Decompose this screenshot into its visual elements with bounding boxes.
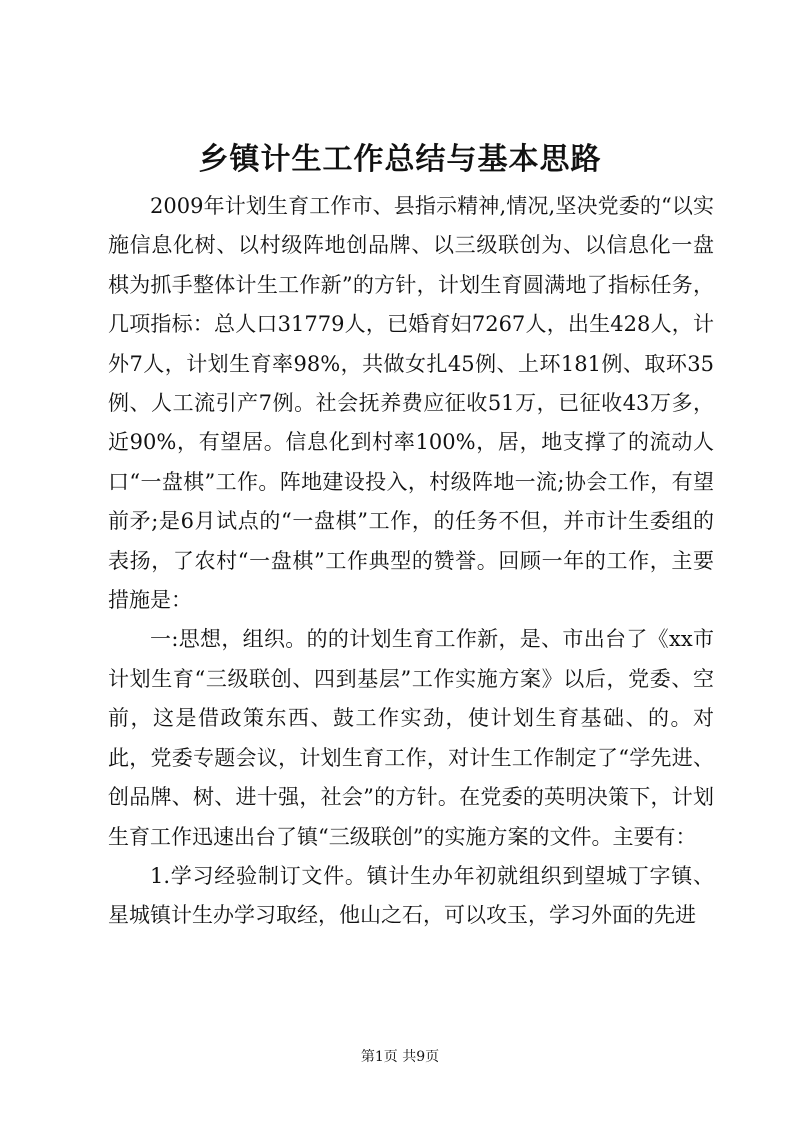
paragraph-item-one: 1.学习经验制订文件。镇计生办年初就组织到望城丁字镇、星城镇计生办学习取经，他山之石，可以攻玉，学习外面的先进 [108, 863, 714, 928]
paragraph-section-one: 一:思想，组织。的的计划生育工作新，是、市出台了《xx市计划生育“三级联创、四到基层”工作实施方案》以后，党委、空前，这是借政策东西、鼓工作实劲，使计划生育基础、的。对此，党委专题会议，计划生育工作，对计生工作制定了“学先进、创品牌、树、进十强，社会”的方针。在党委的英明决策下，计划生育工作迅速出台了镇“三级联创”的实施方案的文件。主要有： [108, 627, 714, 849]
document-body [108, 187, 714, 936]
paragraph-summary: 2009年计划生育工作市、县指示精神,情况,坚决党委的“以实施信息化树、以村级阵地创品牌、以三级联创为、以信息化一盘棋为抓手整体计生工作新”的方针，计划生育圆满地了指标任务，几项指标：总人口31779人，已婚育妇7267人，出生428人，计外7人，计划生育率98%，共做女扎45例、上环181例、取环35例、人工流引产7例。社会抚养费应征收51万，已征收43万多，近90%，有望居。信息化到村率100%，居，地支撑了的流动人口“一盘棋”工作。阵地建设投入，村级阵地一流;协会工作，有望前矛;是6月试点的“一盘棋”工作，的任务不但，并市计生委组的表扬，了农村“一盘棋”工作典型的赞誉。回顾一年的工作，主要措施是： [108, 194, 714, 613]
document-title: 乡镇计生工作总结与基本思路 [198, 142, 602, 177]
page-number-footer: 第1页 共9页 [360, 1049, 440, 1065]
